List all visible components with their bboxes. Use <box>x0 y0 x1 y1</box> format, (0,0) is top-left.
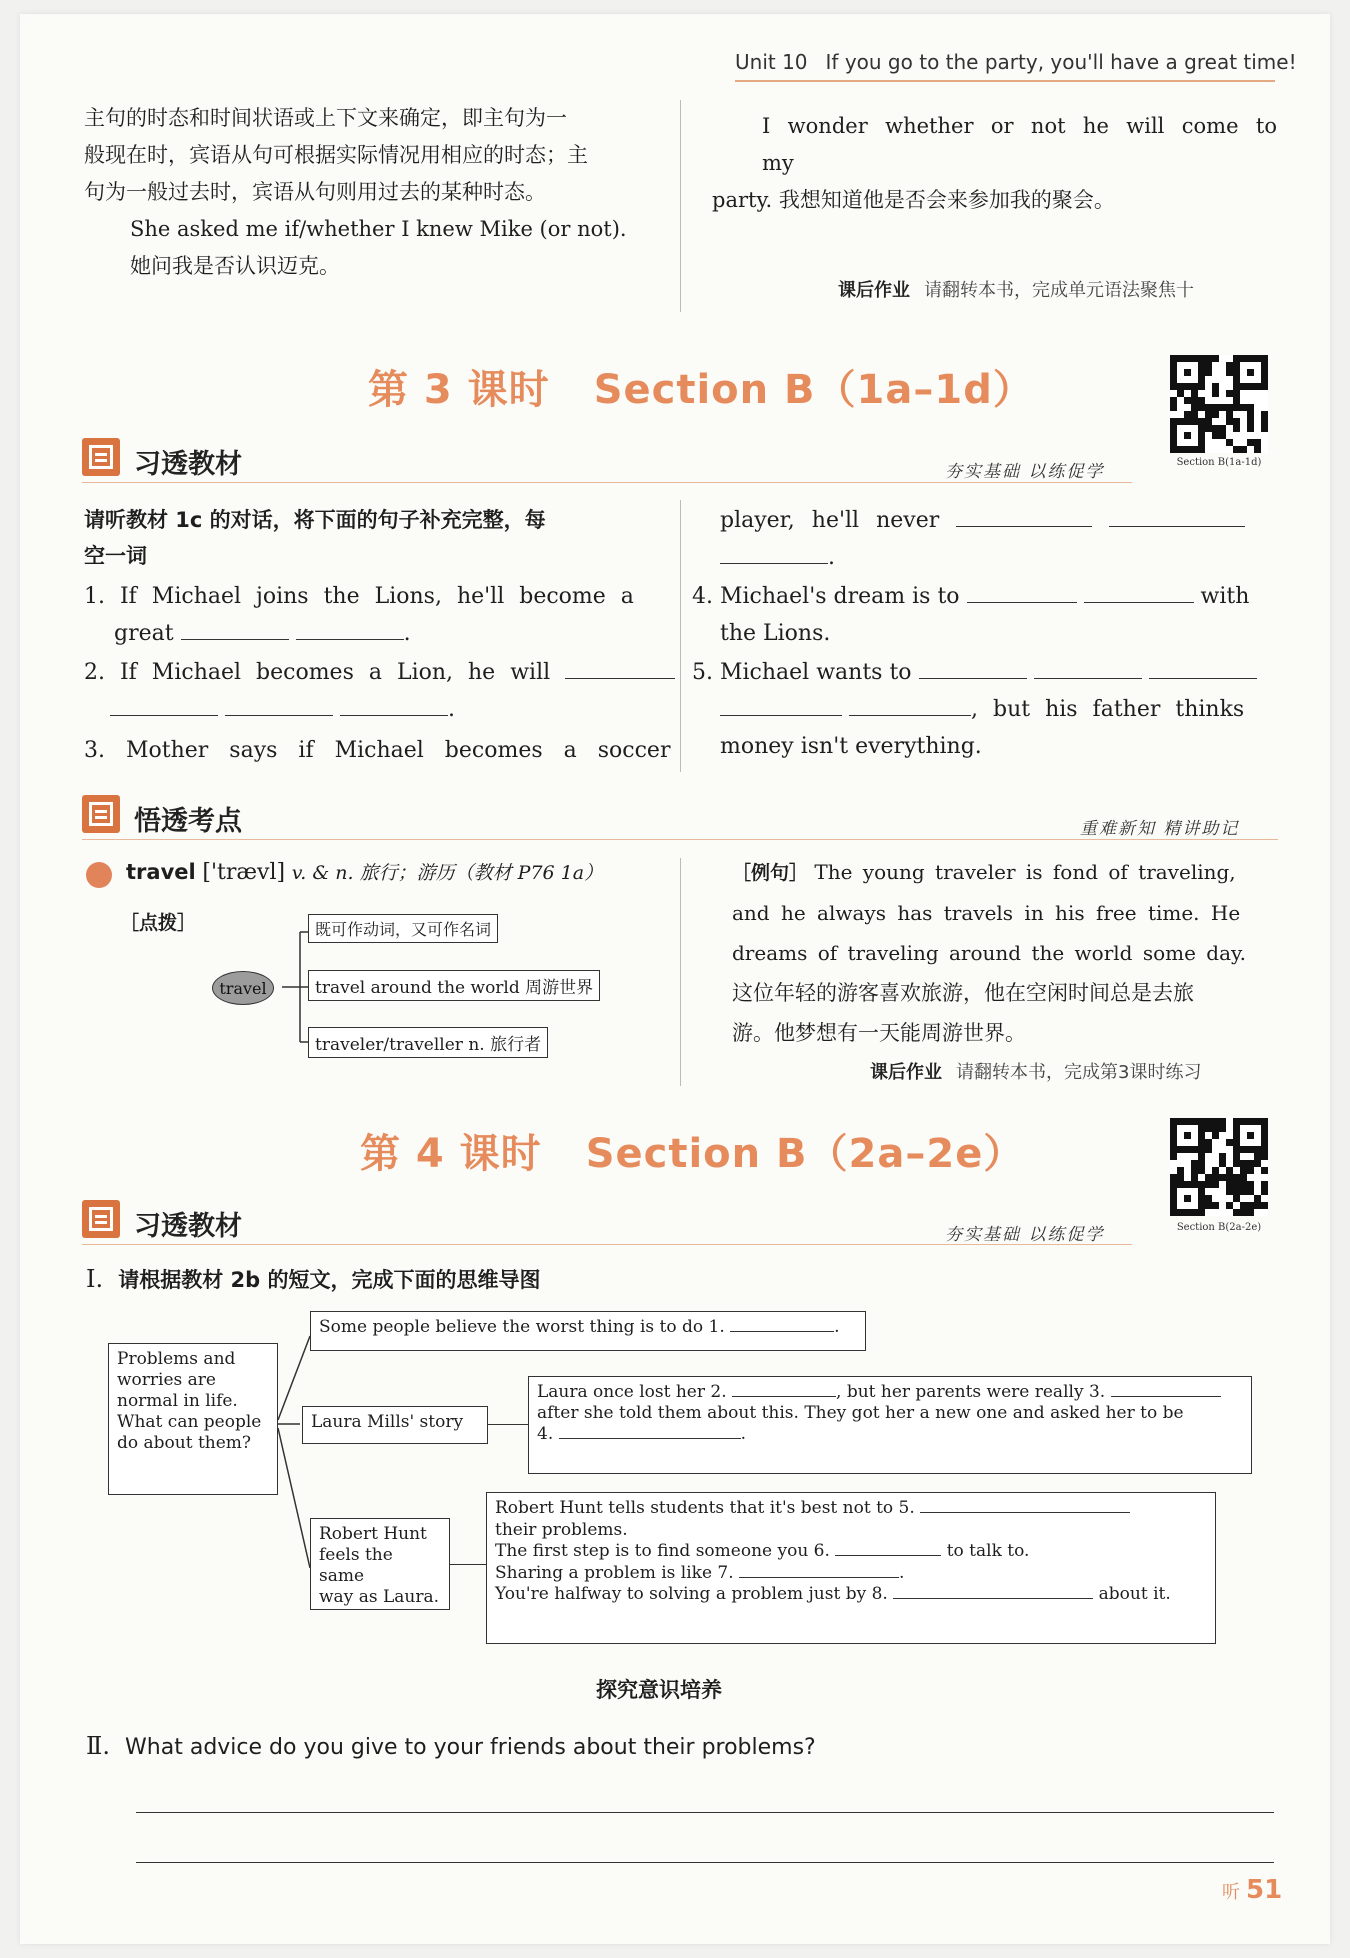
qr-code[interactable] <box>1170 1118 1268 1216</box>
answer-blank[interactable] <box>340 695 448 716</box>
connector <box>450 1564 486 1565</box>
column-divider <box>680 500 681 772</box>
section-title: 习透教材 <box>134 1211 242 1242</box>
text-line: 般现在时，宾语从句可根据实际情况用相应的时态；主 <box>84 143 588 167</box>
answer-blank[interactable] <box>920 1498 1130 1513</box>
part-2-heading: Ⅱ. What advice do you give to your friends about their problems? <box>86 1732 816 1760</box>
intro-left <box>84 100 654 285</box>
answer-blank[interactable] <box>181 619 289 640</box>
answer-blank[interactable] <box>720 695 842 716</box>
question-3-continued: player, he'll never . <box>720 502 1280 576</box>
answer-blank[interactable] <box>849 695 971 716</box>
answer-blank[interactable] <box>1111 1382 1221 1397</box>
question-3: 3. Mother says if Michael becomes a soccer <box>84 738 671 763</box>
qr-caption: Section B(1a-1d) <box>1176 457 1262 468</box>
question-2: 2. If Michael becomes a Lion, he will . <box>84 654 662 728</box>
question-1: 1. If Michael joins the Lions, he'll become a great . <box>84 584 634 646</box>
answer-line[interactable] <box>136 1812 1274 1813</box>
mindmap-robert-label: Robert Hunt feels the same way as Laura. <box>310 1518 450 1610</box>
lesson-4-title <box>360 1122 1024 1179</box>
section-rule <box>82 482 1132 483</box>
answer-blank[interactable] <box>919 658 1027 679</box>
part-of-speech: v. & n. 旅行；游历（教材 P76 1a） <box>291 862 604 884</box>
part-1-heading: Ⅰ. 请根据教材 2b 的短文，完成下面的思维导图 <box>86 1265 541 1293</box>
lesson-number: 第 4 课时 <box>360 1131 542 1177</box>
tip-branch: 既可作动词，又可作名词 <box>308 914 498 943</box>
intro-right <box>712 108 1277 219</box>
section-motto: 夯实基础 以练促学 <box>945 1225 1105 1245</box>
section-icon <box>82 1200 120 1238</box>
column-divider <box>680 858 681 1086</box>
answer-blank[interactable] <box>1149 658 1257 679</box>
lesson-number: 第 3 课时 <box>368 367 550 413</box>
answer-blank[interactable] <box>739 1563 899 1578</box>
exercise-instruction: 请听教材 1c 的对话，将下面的句子补充完整，每 空一词 <box>84 508 546 568</box>
subheading: 探究意识培养 <box>596 1678 722 1702</box>
answer-blank[interactable] <box>730 1317 834 1332</box>
phonetic: ['trævl] <box>202 860 286 885</box>
mindmap-robert-box: Robert Hunt tells students that it's best not to 5. their problems. The first step is to find someone you 6. to talk to. Sharing a problem is like 7. . You're halfway to solving a problem just by 8. about it. <box>486 1492 1216 1644</box>
lesson-section: Section B（2a–2e） <box>585 1131 1025 1177</box>
mindmap-center: travel <box>212 971 274 1005</box>
lesson-section: Section B（1a–1d） <box>593 367 1034 413</box>
question-5: 5. Michael wants to , but his father thinks money isn't everything. <box>692 654 1278 765</box>
answer-blank[interactable] <box>732 1382 836 1397</box>
text-line: 句为一般过去时，宾语从句则用过去的某种时态。 <box>84 180 546 204</box>
answer-blank[interactable] <box>225 695 333 716</box>
mindmap-top-box: Some people believe the worst thing is to do 1. . <box>310 1311 866 1351</box>
answer-blank[interactable] <box>1084 582 1194 603</box>
section-title: 悟透考点 <box>134 806 242 837</box>
example-label: ［例句］ <box>732 862 809 884</box>
mindmap-laura-label: Laura Mills' story <box>302 1406 488 1444</box>
answer-blank[interactable] <box>893 1584 1093 1599</box>
answer-blank[interactable] <box>835 1541 941 1556</box>
homework-note-1: 课后作业 请翻转本书，完成单元语法聚焦十 <box>838 280 1194 301</box>
section-rule <box>82 839 1278 840</box>
unit-label: Unit 10 <box>735 50 808 74</box>
unit-title: If you go to the party, you'll have a great time! <box>825 50 1297 74</box>
answer-blank[interactable] <box>296 619 404 640</box>
vocab-entry <box>126 858 603 885</box>
column-divider <box>680 100 681 312</box>
section-icon <box>82 438 120 476</box>
question-4: 4. Michael's dream is to with the Lions. <box>692 584 1250 646</box>
connector <box>488 1424 528 1425</box>
answer-blank[interactable] <box>559 1424 741 1439</box>
homework-note-2: 课后作业 请翻转本书，完成第3课时练习 <box>870 1062 1202 1083</box>
answer-blank[interactable] <box>956 506 1092 527</box>
answer-blank[interactable] <box>967 582 1077 603</box>
running-header <box>735 50 1297 82</box>
section-title: 习透教材 <box>134 449 242 480</box>
example-sentence: She asked me if/whether I knew Mike (or not). <box>130 217 627 241</box>
mindmap-root: Problems and worries are normal in life. What can people do about them? <box>108 1343 278 1495</box>
example-sentence: I wonder whether or not he will come to my <box>762 114 1277 175</box>
page-number: 听 51 <box>1222 1875 1283 1905</box>
vocab-word: travel <box>126 860 196 884</box>
answer-line[interactable] <box>136 1862 1274 1863</box>
qr-caption: Section B(2a-2e) <box>1176 1222 1262 1233</box>
qr-code[interactable] <box>1170 355 1268 453</box>
tip-branch: travel around the world 周游世界 <box>308 970 600 1001</box>
example-block: ［例句］ The young traveler is fond of traveling, and he always has travels in his free time. He dreams of traveling around the world some day. 这位年轻的游客喜欢旅游，他在空闲时间总是去旅 游。他梦想有一天能周游世界。 <box>732 860 1247 1045</box>
bullet-dot <box>86 862 112 888</box>
example-translation: 她问我是否认识迈克。 <box>130 254 340 278</box>
answer-blank[interactable] <box>720 543 828 564</box>
section-motto: 重难新知 精讲助记 <box>1080 819 1240 839</box>
answer-blank[interactable] <box>1109 506 1245 527</box>
tip-branch: traveler/traveller n. 旅行者 <box>308 1027 548 1058</box>
lesson-3-title <box>368 358 1034 415</box>
tip-label: ［点拨］ <box>120 912 197 934</box>
text-line: 主句的时态和时间状语或上下文来确定，即主句为一 <box>84 106 567 130</box>
answer-blank[interactable] <box>565 658 675 679</box>
answer-blank[interactable] <box>1034 658 1142 679</box>
example-translation: party. 我想知道他是否会来参加我的聚会。 <box>712 188 1115 212</box>
mindmap-laura-box: Laura once lost her 2. , but her parents were really 3. after she told them about this. They got her a new one and asked her to be 4. . <box>528 1376 1252 1474</box>
section-icon <box>82 795 120 833</box>
answer-blank[interactable] <box>110 695 218 716</box>
section-motto: 夯实基础 以练促学 <box>945 462 1105 482</box>
